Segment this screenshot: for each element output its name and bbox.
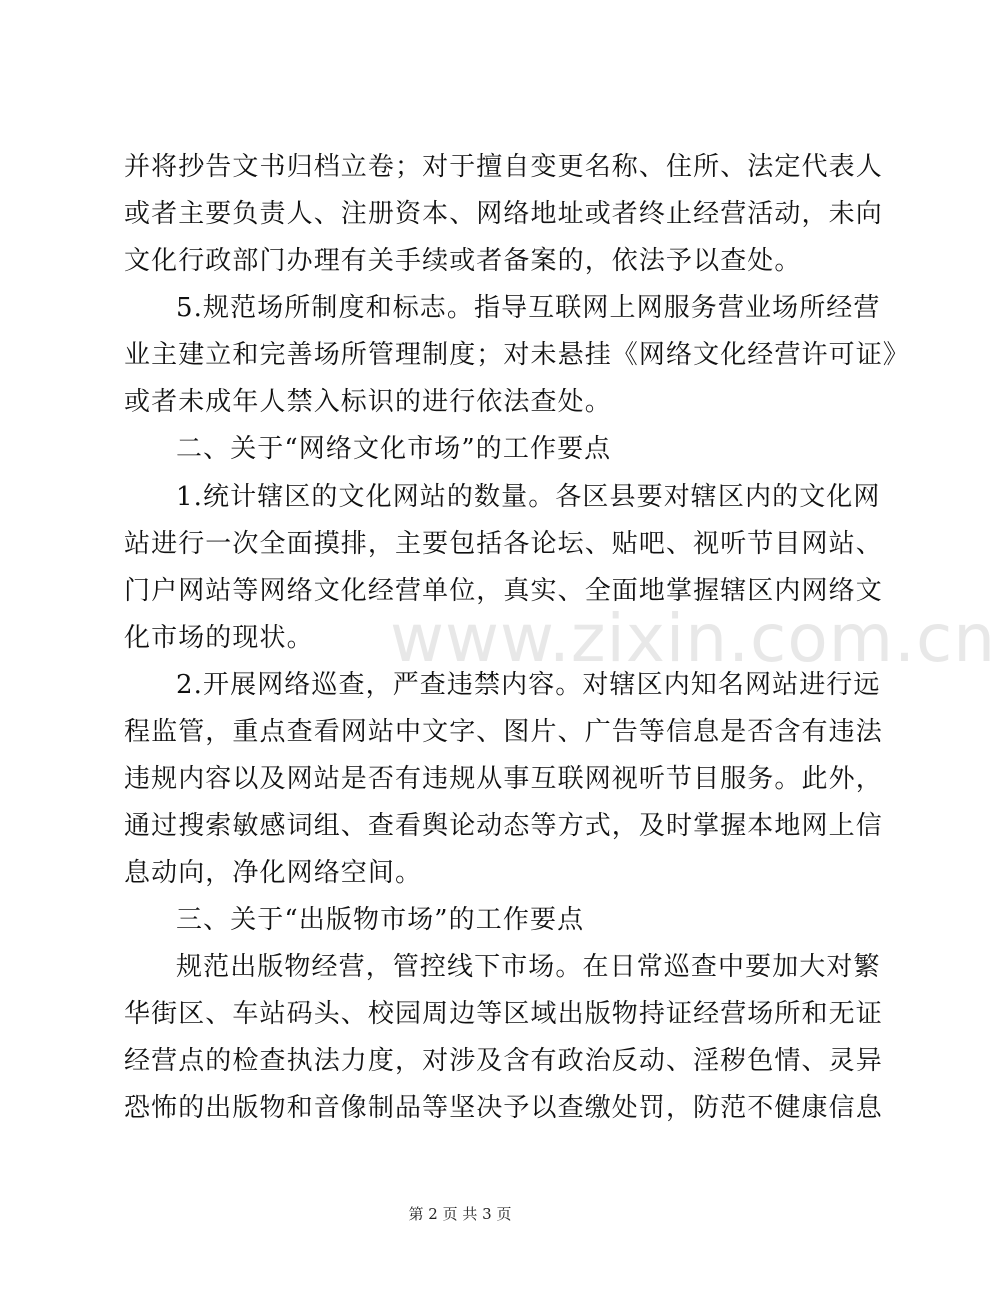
body-line: 并将抄告文书归档立卷；对于擅自变更名称、住所、法定代表人 bbox=[124, 152, 883, 182]
body-line: 门户网站等网络文化经营单位，真实、全面地掌握辖区内网络文 bbox=[124, 576, 883, 606]
section-heading: 二、关于“网络文化市场”的工作要点 bbox=[176, 434, 612, 464]
body-line: 程监管，重点查看网站中文字、图片、广告等信息是否含有违法 bbox=[124, 717, 883, 747]
body-line: 恐怖的出版物和音像制品等坚决予以查缴处罚，防范不健康信息 bbox=[124, 1093, 883, 1123]
body-line: 化市场的现状。 bbox=[124, 623, 314, 653]
body-line: 规范出版物经营，管控线下市场。在日常巡查中要加大对繁 bbox=[176, 952, 881, 982]
body-line: 违规内容以及网站是否有违规从事互联网视听节目服务。此外， bbox=[124, 764, 883, 794]
page-number-footer: 第 2 页 共 3 页 bbox=[408, 1205, 512, 1223]
body-line: 或者主要负责人、注册资本、网络地址或者终止经营活动，未向 bbox=[124, 199, 883, 229]
body-line: 5.规范场所制度和标志。指导互联网上网服务营业场所经营 bbox=[176, 293, 881, 323]
body-line: 站进行一次全面摸排，主要包括各论坛、贴吧、视听节目网站、 bbox=[124, 529, 883, 559]
body-line: 息动向，净化网络空间。 bbox=[124, 858, 423, 888]
body-line: 通过搜索敏感词组、查看舆论动态等方式，及时掌握本地网上信 bbox=[124, 811, 883, 841]
body-line: 经营点的检查执法力度，对涉及含有政治反动、淫秽色情、灵异 bbox=[124, 1046, 883, 1076]
body-line: 业主建立和完善场所管理制度；对未悬挂《网络文化经营许可证》 bbox=[124, 340, 910, 370]
body-line: 1.统计辖区的文化网站的数量。各区县要对辖区内的文化网 bbox=[176, 482, 881, 512]
body-line: 或者未成年人禁入标识的进行依法查处。 bbox=[124, 387, 612, 417]
watermark: www.zixin.com.cn bbox=[390, 600, 996, 677]
body-line: 文化行政部门办理有关手续或者备案的，依法予以查处。 bbox=[124, 246, 802, 276]
section-heading: 三、关于“出版物市场”的工作要点 bbox=[176, 905, 585, 935]
body-line: 华街区、车站码头、校园周边等区域出版物持证经营场所和无证 bbox=[124, 999, 883, 1029]
body-line: 2.开展网络巡查，严查违禁内容。对辖区内知名网站进行远 bbox=[176, 670, 881, 700]
